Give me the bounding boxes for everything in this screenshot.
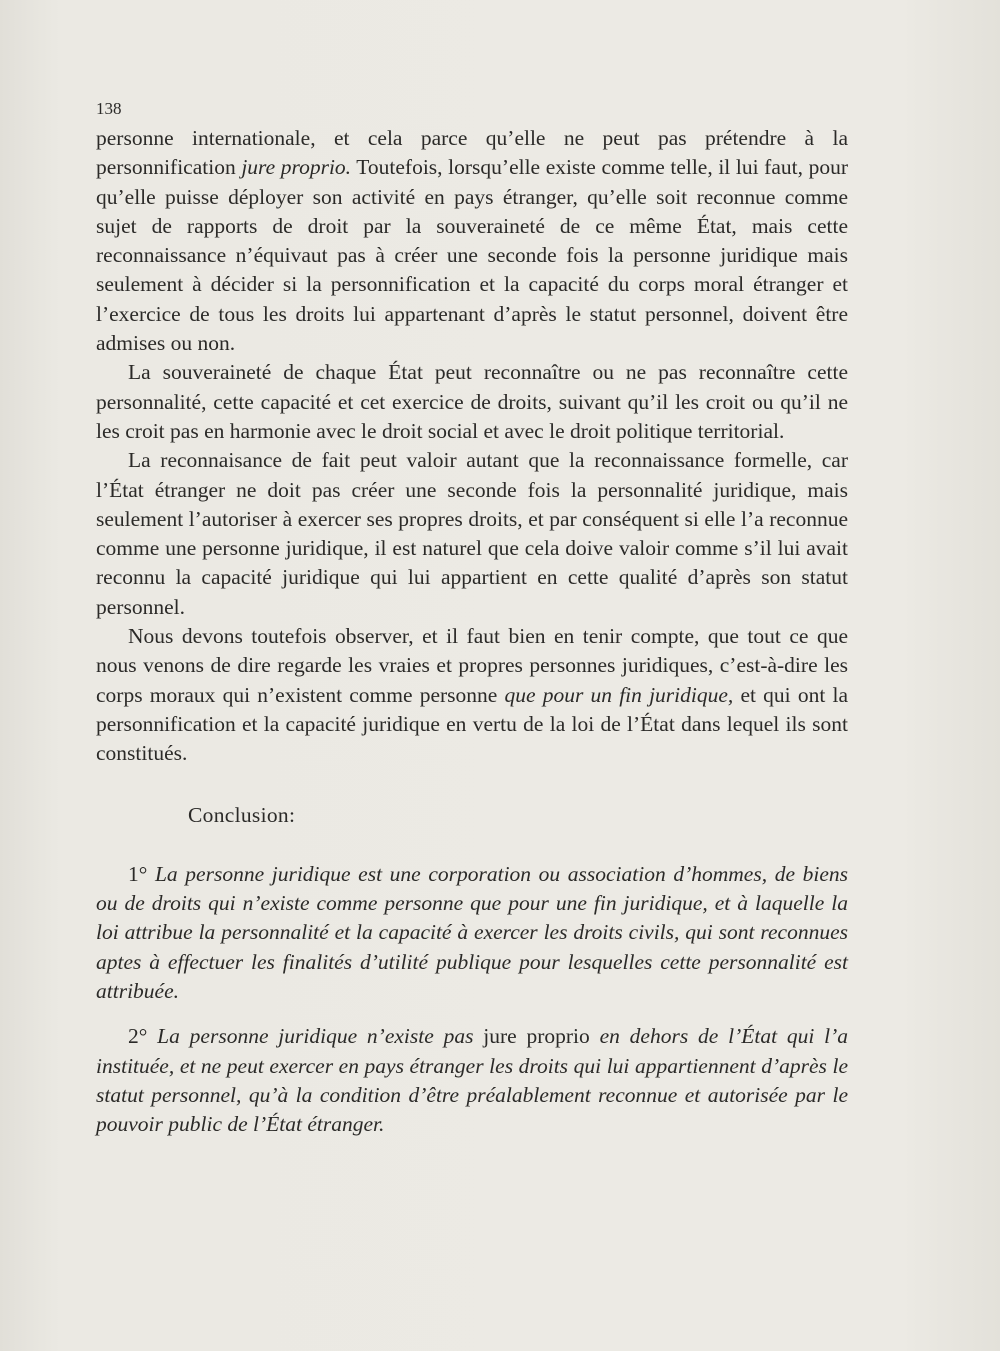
paragraph-2 [96, 358, 848, 446]
page-text-block [96, 98, 848, 1156]
paragraph-2-text: La souveraineté de chaque État peut reconnaître ou ne pas reconnaître cette personnalité, cette capacité et cet exercice de droits, suivant qu’il les croit ou qu’il ne les croit pas en harmonie avec le droit social et avec le droit politique territorial. [96, 360, 848, 443]
paragraph-3 [96, 446, 848, 622]
paragraph-4-text-b: et qui ont la personnification et la capacité juridique en vertu de la loi de l’État dans lequel ils sont constitués. [96, 682, 849, 766]
paragraph-4 [96, 622, 848, 768]
conclusion-item-2-roman-jure-proprio: jure proprio [483, 1024, 590, 1049]
conclusion-item-2-number: 2° [128, 1024, 148, 1049]
conclusion-item-2 [96, 1022, 848, 1139]
conclusion-item-1-text: La personne juridique est une corporation ou association d’hommes, de biens ou de droits qui n’existe comme personne que pour une fin juridique, et à laquelle la loi attribue la personnalité et la capacité à exercer les droits civils, qui sont reconnues aptes à effectuer les finalités d’utilité publique pour lesquelles cette personnalité est attribuée. [96, 861, 848, 1004]
paragraph-3-text: La reconnaisance de fait peut valoir autant que la reconnaissance formelle, car l’État étranger ne doit pas créer une seconde fois la personnalité juridique, mais seulement l’autoriser à exercer ses propres droits, et par conséquent si elle l’a reconnue comme une personne juridique, il est naturel que cela doive valoir comme s’il lui avait reconnu la capacité juridique qui lui appartient en cette qualité d’après son statut personnel. [96, 448, 848, 619]
conclusion-item-2-text-b: en dehors de l’État qui l’a instituée, et ne peut exercer en pays étranger les droits qui lui appartiennent d’après le statut personnel, qu’à la condition d’être préalablement reconnue et autorisée par le pouvoir public de l’État étranger. [96, 1024, 849, 1137]
conclusion-heading: Conclusion: [188, 802, 296, 827]
paragraph-1 [96, 124, 848, 358]
page-number: 138 [96, 99, 122, 118]
conclusion-item-2-text-a: La personne juridique n’existe pas [147, 1024, 484, 1049]
conclusion-item-1-number: 1° [128, 861, 148, 886]
paragraph-4-text-a: Nous devons toutefois observer, et il faut bien en tenir compte, que tout ce que nous venons de dire regarde les vraies et propres personnes juridiques, c’est-à-dire les corps moraux qui n’existent comme personne [96, 624, 848, 707]
paragraph-1-italic-jure-proprio: jure proprio. [241, 155, 352, 180]
conclusion-item-1 [96, 860, 848, 1006]
paragraph-1-text-b: Toutefois, lorsqu’elle existe comme telle, il lui faut, pour qu’elle puisse déployer son activité en pays étranger, qu’elle soit reconnue comme sujet de rapports de droit par la souveraineté de ce même État, mais cette reconnaissance n’équivaut pas à créer une seconde fois la personne juridique mais seulement à décider si la personnification et la capacité du corps moral étranger et l’exercice de tous les droits lui appartenant d’après le statut personnel, doivent être admises ou non. [96, 155, 849, 356]
paragraph-1-text-a: personne internationale, et cela parce qu’elle ne peut pas prétendre à la personnification [96, 126, 848, 180]
paragraph-4-italic-fin-juridique: que pour un fin juridique, [504, 682, 734, 707]
